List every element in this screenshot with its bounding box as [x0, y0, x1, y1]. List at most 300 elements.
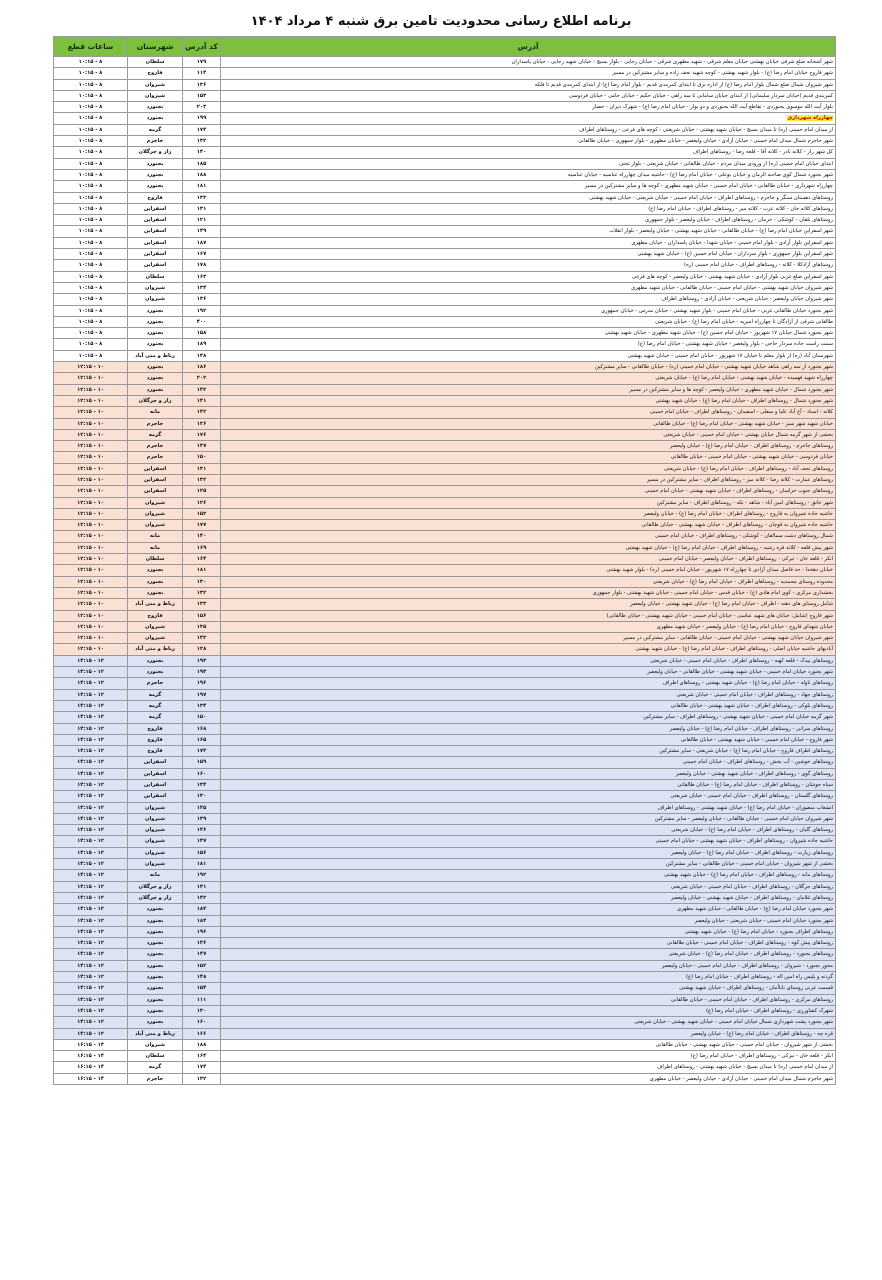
cell-address: حاشیه جاده شیروان - روستاهای اطراف - خیابان شهید بهشتی - خیابان امام خمینی [221, 836, 836, 847]
cell-city: فاروج [128, 723, 183, 734]
cell-code: ۱۸۵ [183, 158, 221, 169]
cell-code: ۱۸۸ [183, 1039, 221, 1050]
cell-address: شهر اسفراین بلوار آزادی - بلوار امام خمینی - خیابان شهدا - خیابان پاسداران - خیابان مطهری [221, 237, 836, 248]
cell-code: ۱۴۸ [183, 972, 221, 983]
cell-address: روستاهای جرگلان - روستاهای اطراف - خیابان امام خمینی - خیابان شریعتی [221, 881, 836, 892]
table-row [54, 689, 836, 700]
cell-city: مانه [128, 542, 183, 553]
cell-city: جاجرم [128, 136, 183, 147]
cell-city: فاروج [128, 610, 183, 621]
table-row [54, 226, 836, 237]
cell-time: ۸ - ۱۰:۱۵ [54, 147, 128, 158]
cell-city: بجنورد [128, 181, 183, 192]
table-row [54, 565, 836, 576]
cell-code: ۱۹۶ [183, 926, 221, 937]
cell-address: شامل روستای های دهنه - اطراف - خیابان امام رضا (ع) - خیابان شهید بهشتی - خیابان ولیعصر [221, 599, 836, 610]
cell-city: رباط و منی آباد [128, 599, 183, 610]
table-row [54, 181, 836, 192]
cell-time: ۱۲ - ۱۴:۱۵ [54, 1005, 128, 1016]
cell-address: چهارراه شهرداری - خیابان طالقانی - خیابان امام خمینی - خیابان شهید مطهری - کوچه ها و سایر مشترکین در مسیر [221, 181, 836, 192]
cell-address: روستاهای گلستان - روستاهای اطراف - خیابان امام خمینی - خیابان شریعتی [221, 791, 836, 802]
cell-city: بجنورد [128, 994, 183, 1005]
table-row [54, 1005, 836, 1016]
cell-address: روستاهای سرانی - روستاهای اطراف - خیابان امام رضا (ع) - خیابان ولیعصر [221, 723, 836, 734]
cell-address: شهر اسفراین خیابان امام رضا (ع) - خیابان طالقانی - خیابان شهید بهشتی - خیابان ولیعصر - بلوار انقلاب [221, 226, 836, 237]
cell-time: ۱۰ - ۱۲:۱۵ [54, 599, 128, 610]
cell-code: ۱۵۹ [183, 757, 221, 768]
cell-time: ۱۴ - ۱۶:۱۵ [54, 1051, 128, 1062]
cell-code: ۱۵۲ [183, 960, 221, 971]
cell-code: ۱۶۸ [183, 723, 221, 734]
cell-code: ۱۶۳ [183, 271, 221, 282]
table-row [54, 915, 836, 926]
cell-address: خیابان شهید شهر سبز - خیابان شهید بهشتی - خیابان امام رضا (ع) - خیابان طالقانی [221, 418, 836, 429]
cell-city: گرمه [128, 1062, 183, 1073]
table-row [54, 655, 836, 666]
cell-city: جاجرم [128, 678, 183, 689]
cell-city: بجنورد [128, 938, 183, 949]
table-row [54, 373, 836, 384]
cell-city: راز و جرگلان [128, 395, 183, 406]
cell-city: اسفراین [128, 474, 183, 485]
cell-code: ۱۴۹ [183, 226, 221, 237]
cell-code: ۱۳۶ [183, 294, 221, 305]
cell-city: اسفراین [128, 486, 183, 497]
table-row [54, 429, 836, 440]
table-row [54, 249, 836, 260]
header-time: ساعات قطع [54, 37, 128, 57]
table-row [54, 407, 836, 418]
table-row [54, 452, 836, 463]
cell-address: شهر بجنورد خیابان امام خمینی - خیابان شهید بهشتی - خیابان طالقانی - خیابان ولیعصر [221, 667, 836, 678]
cell-address: روستاهای مرکزی - روستاهای اطراف - خیابان امام خمینی - خیابان طالقانی [221, 994, 836, 1005]
cell-code: ۱۶۴ [183, 1051, 221, 1062]
table-row [54, 260, 836, 271]
cell-time: ۸ - ۱۰:۱۵ [54, 328, 128, 339]
cell-address: روستاهای خوشین - آب بخش - روستاهای اطراف - خیابان امام خمینی [221, 757, 836, 768]
cell-time: ۸ - ۱۰:۱۵ [54, 294, 128, 305]
table-row [54, 508, 836, 519]
cell-code: ۱۶۹ [183, 542, 221, 553]
cell-city: مانه [128, 531, 183, 542]
cell-code: ۱۴۶ [183, 938, 221, 949]
cell-code: ۱۲۱ [183, 215, 221, 226]
cell-time: ۱۰ - ۱۲:۱۵ [54, 587, 128, 598]
cell-time: ۱۰ - ۱۲:۱۵ [54, 520, 128, 531]
cell-address: روستاهای زیارت - روستاهای اطراف - خیابان امام رضا (ع) - خیابان ولیعصر [221, 847, 836, 858]
cell-time: ۱۰ - ۱۲:۱۵ [54, 644, 128, 655]
cell-code: ۱۹۲ [183, 870, 221, 881]
cell-address: انکر - قلعه خان - تیرکی - روستاهای اطراف - خیابان امام رضا (ع) [221, 1051, 836, 1062]
cell-code: ۱۳۳ [183, 599, 221, 610]
cell-city: اسفراین [128, 757, 183, 768]
cell-city: راز و جرگلان [128, 881, 183, 892]
cell-code: ۱۹۴ [183, 667, 221, 678]
table-row [54, 757, 836, 768]
header-city: شهرستان [128, 37, 183, 57]
cell-code: ۱۵۴ [183, 983, 221, 994]
table-row [54, 791, 836, 802]
table-row [54, 68, 836, 79]
cell-code: ۱۴۱ [183, 881, 221, 892]
cell-time: ۱۲ - ۱۴:۱۵ [54, 746, 128, 757]
cell-address: شهرک کشاورزی - روستاهای اطراف - خیابان امام رضا (ع) [221, 1005, 836, 1016]
cell-code: ۲۰۲ [183, 373, 221, 384]
cell-code: ۱۵۸ [183, 328, 221, 339]
cell-time: ۸ - ۱۰:۱۵ [54, 249, 128, 260]
cell-time: ۱۰ - ۱۲:۱۵ [54, 463, 128, 474]
cell-code: ۱۵۳ [183, 90, 221, 101]
cell-time: ۱۰ - ۱۲:۱۵ [54, 554, 128, 565]
cell-code: ۱۴۸ [183, 350, 221, 361]
cell-code: ۱۴۷ [183, 836, 221, 847]
table-row [54, 633, 836, 644]
cell-time: ۸ - ۱۰:۱۵ [54, 57, 128, 68]
cell-city: بجنورد [128, 972, 183, 983]
cell-address: انکر - قلعه خان - تیرکی - روستاهای اطراف - خیابان ولیعصر - خیابان امام خمینی [221, 554, 836, 565]
page-title: برنامه اطلاع رسانی محدودیت تامین برق شنبه ۴ مرداد ۱۴۰۴ [250, 14, 632, 29]
cell-time: ۱۴ - ۱۶:۱۵ [54, 1073, 128, 1084]
cell-city: فاروج [128, 734, 183, 745]
cell-city: بجنورد [128, 384, 183, 395]
cell-address: آبادیهای حاشیه خیابان اصلی - روستاهای اطراف - خیابان امام رضا (ع) - خیابان شهید بهشتی [221, 644, 836, 655]
table-row [54, 1039, 836, 1050]
cell-code: ۱۸۱ [183, 565, 221, 576]
table-row [54, 282, 836, 293]
cell-address: سمت راست جاده سردار حاجی - بلوار ولیعصر - خیابان شهید بهشتی - خیابان امام رضا (ع) [221, 339, 836, 350]
table-row [54, 1017, 836, 1028]
table-row [54, 328, 836, 339]
cell-address: روستاهای گلیان - روستاهای اطراف - خیابان امام رضا (ع) - خیابان شریعتی [221, 825, 836, 836]
cell-time: ۱۲ - ۱۴:۱۵ [54, 734, 128, 745]
cell-address: روستاهای جهاد - روستاهای اطراف - خیابان امام خمینی - خیابان شریعتی [221, 689, 836, 700]
cell-code: ۱۴۲ [183, 384, 221, 395]
cell-code: ۱۳۳ [183, 192, 221, 203]
cell-city: شیروان [128, 508, 183, 519]
cell-address: بخشی از شهر شیروان - خیابان امام خمینی - خیابان شهید بهشتی - خیابان طالقانی [221, 1039, 836, 1050]
cell-address: شهر بجنورد پشت شهرداری شمال خیابان امام خمینی - خیابان شهید بهشتی - خیابان شریعتی [221, 1017, 836, 1028]
cell-time: ۸ - ۱۰:۱۵ [54, 237, 128, 248]
table-row [54, 621, 836, 632]
cell-city: رباط و منی آباد [128, 1028, 183, 1039]
cell-code: ۱۳۱ [183, 203, 221, 214]
table-row [54, 362, 836, 373]
cell-city: بجنورد [128, 655, 183, 666]
cell-time: ۸ - ۱۰:۱۵ [54, 215, 128, 226]
cell-code: ۱۴۷ [183, 949, 221, 960]
cell-city: بجنورد [128, 328, 183, 339]
cell-address: روستاهای دهستان سنگر و جاجرم - روستاهای اطراف - خیابان امام خمینی - خیابان شریعتی - خیابان شهید بهشتی [221, 192, 836, 203]
cell-code: ۱۸۱ [183, 859, 221, 870]
cell-address: روستاهای اطراف فاروج - خیابان امام رضا (ع) - خیابان شریعتی - سایر مشترکین [221, 746, 836, 757]
cell-time: ۸ - ۱۰:۱۵ [54, 181, 128, 192]
cell-time: ۱۰ - ۱۲:۱۵ [54, 576, 128, 587]
table-row [54, 938, 836, 949]
cell-time: ۸ - ۱۰:۱۵ [54, 113, 128, 124]
cell-time: ۱۰ - ۱۲:۱۵ [54, 362, 128, 373]
cell-time: ۱۲ - ۱۴:۱۵ [54, 1017, 128, 1028]
cell-time: ۱۰ - ۱۲:۱۵ [54, 486, 128, 497]
cell-address: روستاهای عمارت - کلاته رضا - کلاته میر - روستاهای اطراف - سایر مشترکین در مسیر [221, 474, 836, 485]
cell-address: روستاهای بلقان - کوشکی - خرمان - روستاهای اطراف - خیابان ولیعصر - بلوار جمهوری [221, 215, 836, 226]
cell-time: ۱۲ - ۱۴:۱۵ [54, 915, 128, 926]
cell-code: ۱۵۰ [183, 452, 221, 463]
cell-address: شهر فاروج - خیابان امام خمینی - خیابان شهید بهشتی - خیابان طالقانی [221, 734, 836, 745]
cell-address: شهر آشخانه ضلع شرقی خیابان بهشتی خیابان معلم شرقی - شهید مطهری شرقی - خیابان رجایی - بلوار بسیج - خیابان شهید رجایی - خیابان یاسداران [221, 57, 836, 68]
cell-time: ۸ - ۱۰:۱۵ [54, 316, 128, 327]
table-row [54, 418, 836, 429]
table-row [54, 147, 836, 158]
cell-time: ۱۰ - ۱۲:۱۵ [54, 497, 128, 508]
table-row [54, 339, 836, 350]
table-row [54, 734, 836, 745]
cell-city: اسفراین [128, 249, 183, 260]
cell-time: ۱۲ - ۱۴:۱۵ [54, 712, 128, 723]
table-row [54, 949, 836, 960]
cell-time: ۱۰ - ۱۲:۱۵ [54, 373, 128, 384]
table-row [54, 531, 836, 542]
cell-time: ۱۲ - ۱۴:۱۵ [54, 994, 128, 1005]
cell-city: اسفراین [128, 237, 183, 248]
cell-city: شیروان [128, 79, 183, 90]
cell-city: شیروان [128, 90, 183, 101]
cell-address: شهر اسفراین بلوار جمهوری - بلوار سرداران - خیابان امام حسین (ع) - خیابان شهید بهشتی [221, 249, 836, 260]
cell-city: بجنورد [128, 1005, 183, 1016]
table-row [54, 497, 836, 508]
cell-address: خیابان دهخدا - حد فاصل میدان آزادی تا چهارراه ۱۷ شهریور - خیابان امام خمینی (ره) - بلوار شهید بهشتی [221, 565, 836, 576]
cell-time: ۱۲ - ۱۴:۱۵ [54, 926, 128, 937]
cell-address: حاشیه جاده شیروان به قوچان - روستاهای اطراف - خیابان شهید بهشتی - خیابان طالقانی [221, 520, 836, 531]
cell-city: راز و جرگلان [128, 892, 183, 903]
cell-time: ۱۲ - ۱۴:۱۵ [54, 847, 128, 858]
cell-city: بجنورد [128, 667, 183, 678]
cell-code: ۱۳۴ [183, 700, 221, 711]
cell-code: ۱۸۶ [183, 362, 221, 373]
cell-code: ۱۶۷ [183, 249, 221, 260]
cell-code: ۱۳۵ [183, 621, 221, 632]
table-row [54, 136, 836, 147]
table-body [54, 57, 836, 1085]
cell-address: شهر جاجرم شمال میدان امام خمینی - خیابان آزادی - خیابان ولیعصر - خیابان مطهری [221, 1073, 836, 1084]
cell-address: شهر بجنورد از سه راهی شاهد خیابان شهید بهشتی - خیابان امام خمینی (ره) - خیابان طالقانی - سایر مشترکین [221, 362, 836, 373]
table-row [54, 960, 836, 971]
cell-address: شهر فاروج خیابان امام رضا (ع) - بلوار شهید بهشتی - کوچه شهید نجف زاده و سایر مشترکین در مسیر [221, 68, 836, 79]
table-row [54, 983, 836, 994]
cell-address: شهر بجنورد خیابان طالقانی غربی - خیابان امام خمینی - بلوار شهید بهشتی - خیابان مدرس - خیابان جمهوری [221, 305, 836, 316]
cell-address: شهر بجنورد خیابان امام رضا (ع) - خیابان طالقانی - خیابان شهید مطهری [221, 904, 836, 915]
cell-time: ۱۴ - ۱۶:۱۵ [54, 1062, 128, 1073]
cell-code: ۱۲۶ [183, 497, 221, 508]
cell-code: ۱۵۰ [183, 712, 221, 723]
table-row [54, 542, 836, 553]
cell-address: خیابان فردوسی - خیابان شهید بهشتی - خیابان امام خمینی - خیابان طالقانی [221, 452, 836, 463]
table-row [54, 892, 836, 903]
header-address: آدرس [221, 37, 836, 57]
cell-city: اسفراین [128, 260, 183, 271]
cell-address: روستاهای آزادکلا - کلاته - روستاهای اطراف - خیابان امام خمینی (ره) [221, 260, 836, 271]
cell-city: اسفراین [128, 226, 183, 237]
cell-address: شهر بجنورد خیابان امام خمینی - خیابان شریعتی - خیابان ولیعصر [221, 915, 836, 926]
cell-time: ۱۲ - ۱۴:۱۵ [54, 1028, 128, 1039]
cell-time: ۱۲ - ۱۴:۱۵ [54, 881, 128, 892]
cell-address: روستاهای اطراف بجنورد - خیابان امام رضا (ع) - خیابان شهید بهشتی [221, 926, 836, 937]
cell-address: شهر شیروان خیابان شهید بهشتی - خیابان امام خمینی - خیابان طالقانی - خیابان شهید مطهری [221, 282, 836, 293]
cell-time: ۱۲ - ۱۴:۱۵ [54, 892, 128, 903]
cell-address: شهر شیروان شمال ضلع شمال بلوار امام رضا (ع) از اداره برق تا ابتدای کمربندی قدیم - بلوار امام رضا (ع) از ابتدای کمربندی قدیم تا فلکه [221, 79, 836, 90]
cell-code: ۱۸۴ [183, 915, 221, 926]
cell-city: شیروان [128, 1039, 183, 1050]
cell-code: ۱۳۶ [183, 418, 221, 429]
cell-city: بجنورد [128, 949, 183, 960]
cell-address: شهر خانق - روستاهای امین آباد - شاهد - تکه - روستاهای اطراف - سایر مشترکین [221, 497, 836, 508]
cell-address: شهرستان آباد (ره) از بلوار معلم تا خیابان ۱۷ شهریور - خیابان امام خمینی - خیابان شهید بهشتی [221, 350, 836, 361]
cell-code: ۱۳۲ [183, 474, 221, 485]
cell-time: ۱۲ - ۱۴:۱۵ [54, 972, 128, 983]
cell-code: ۱۶۶ [183, 1028, 221, 1039]
cell-address: روستاهای جاجرم - روستاهای اطراف - خیابان امام رضا (ع) - خیابان ولیعصر [221, 441, 836, 452]
cell-time: ۱۰ - ۱۲:۱۵ [54, 621, 128, 632]
cell-address: شهر شیروان خیابان شهید بهشتی - خیابان امام خمینی - خیابان طالقانی - سایر مشترکین در مسیر [221, 633, 836, 644]
cell-code: ۲۰۳ [183, 102, 221, 113]
cell-address: روستاهای بجنورد - روستاهای اطراف - خیابان امام رضا (ع) - خیابان شریعتی [221, 949, 836, 960]
cell-city: اسفراین [128, 780, 183, 791]
cell-address: شهر فاروج (شامل: خیابان های شهید عباسی - خیابان امام خمینی - خیابان شهید بهشتی - خیابان طالقانی) [221, 610, 836, 621]
header-code: کد آدرس [183, 37, 221, 57]
cell-code: ۱۸۱ [183, 181, 221, 192]
cell-time: ۱۰ - ۱۲:۱۵ [54, 452, 128, 463]
cell-time: ۸ - ۱۰:۱۵ [54, 203, 128, 214]
cell-time: ۱۰ - ۱۲:۱۵ [54, 429, 128, 440]
cell-city: فاروج [128, 746, 183, 757]
cell-time: ۱۲ - ۱۴:۱۵ [54, 689, 128, 700]
cell-city: بجنورد [128, 565, 183, 576]
table-row [54, 554, 836, 565]
cell-code: ۱۶۰ [183, 1017, 221, 1028]
cell-city: گرمه [128, 712, 183, 723]
cell-time: ۸ - ۱۰:۱۵ [54, 339, 128, 350]
cell-city: بجنورد [128, 926, 183, 937]
cell-address: شهر جاجرم شمال میدان امام خمینی - خیابان آزادی - خیابان ولیعصر - خیابان مطهری - بلوار جمهوری - خیابان طالقانی [221, 136, 836, 147]
cell-code: ۱۱۴ [183, 68, 221, 79]
cell-address: خیابان شهدای فاروج - خیابان امام رضا (ع) - خیابان ولیعصر - خیابان شهید مطهری [221, 621, 836, 632]
cell-time: ۸ - ۱۰:۱۵ [54, 282, 128, 293]
cell-time: ۸ - ۱۰:۱۵ [54, 124, 128, 135]
cell-address: شهر شیروان خیابان ولیعصر - خیابان شریعتی - خیابان آزادی - روستاهای اطراف [221, 294, 836, 305]
table-row [54, 124, 836, 135]
cell-time: ۱۲ - ۱۴:۱۵ [54, 723, 128, 734]
cell-city: بجنورد [128, 1017, 183, 1028]
cell-time: ۱۰ - ۱۲:۱۵ [54, 610, 128, 621]
cell-code: ۱۸۳ [183, 904, 221, 915]
cell-city: بجنورد [128, 158, 183, 169]
cell-address: شهر گرمه خیابان امام خمینی - خیابان شهید بهشتی - روستاهای اطراف - سایر مشترکین [221, 712, 836, 723]
cell-code: ۱۳۲ [183, 136, 221, 147]
cell-address: انشعاب منصوران - خیابان امام رضا (ع) - خیابان شهید بهشتی - روستاهای اطراف [221, 802, 836, 813]
cell-code: ۱۳۰ [183, 576, 221, 587]
cell-time: ۱۲ - ۱۴:۱۵ [54, 678, 128, 689]
cell-city: گرمه [128, 689, 183, 700]
cell-time: ۱۰ - ۱۲:۱۵ [54, 531, 128, 542]
cell-city: شیروان [128, 282, 183, 293]
cell-time: ۱۰ - ۱۲:۱۵ [54, 508, 128, 519]
cell-code: ۱۷۴ [183, 124, 221, 135]
table-row [54, 723, 836, 734]
table-row [54, 881, 836, 892]
cell-time: ۱۲ - ۱۴:۱۵ [54, 825, 128, 836]
table-row [54, 305, 836, 316]
cell-code: ۱۴۰ [183, 531, 221, 542]
cell-city: بجنورد [128, 587, 183, 598]
cell-city: فاروج [128, 68, 183, 79]
cell-address: چهارراه شهید فهمیده - خیابان شهید بهشتی - خیابان امام رضا (ع) - خیابان شریعتی [221, 373, 836, 384]
cell-city: اسفراین [128, 463, 183, 474]
cell-time: ۱۲ - ۱۴:۱۵ [54, 791, 128, 802]
table-row [54, 847, 836, 858]
table-row [54, 1051, 836, 1062]
cell-time: ۱۲ - ۱۴:۱۵ [54, 768, 128, 779]
cell-city: شیروان [128, 633, 183, 644]
cell-time: ۱۰ - ۱۲:۱۵ [54, 474, 128, 485]
cell-code: ۱۴۵ [183, 802, 221, 813]
cell-time: ۱۲ - ۱۴:۱۵ [54, 960, 128, 971]
cell-address: شمال روستاهای دشت سمالقان - کوشکی - روستاهای اطراف - خیابان امام خمینی [221, 531, 836, 542]
cell-time: ۸ - ۱۰:۱۵ [54, 68, 128, 79]
table-row [54, 215, 836, 226]
cell-address: شهر اسفراین ضلع غربی بلوار آزادی - خیابان شهید بهشتی - خیابان ولیعصر - کوچه های فرعی [221, 271, 836, 282]
cell-code: ۱۶۰ [183, 768, 221, 779]
cell-city: مانه [128, 407, 183, 418]
cell-code: ۱۳۰ [183, 791, 221, 802]
table-row [54, 1073, 836, 1084]
cell-city: شیروان [128, 621, 183, 632]
table-row [54, 644, 836, 655]
cell-address: روستاهای نجف آباد - روستاهای اطراف - خیابان امام رضا (ع) - خیابان شریعتی [221, 463, 836, 474]
cell-city: سلطان [128, 554, 183, 565]
cell-code: ۱۷۳ [183, 746, 221, 757]
cell-city: مانه [128, 870, 183, 881]
cell-address: شهر بجنورد شمال - روستاهای اطراف - خیابان امام رضا (ع) - خیابان شهید بهشتی [221, 395, 836, 406]
cell-code: ۱۴۲ [183, 407, 221, 418]
cell-time: ۸ - ۱۰:۱۵ [54, 158, 128, 169]
cell-address: گردنه و پلیس راه امین اله - روستاهای اطراف - خیابان امام رضا (ع) [221, 972, 836, 983]
table-row [54, 474, 836, 485]
cell-time: ۱۰ - ۱۲:۱۵ [54, 418, 128, 429]
cell-time: ۱۲ - ۱۴:۱۵ [54, 700, 128, 711]
cell-city: اسفراین [128, 768, 183, 779]
cell-city: اسفراین [128, 791, 183, 802]
cell-time: ۱۲ - ۱۴:۱۵ [54, 757, 128, 768]
table-row [54, 859, 836, 870]
cell-code: ۱۷۹ [183, 57, 221, 68]
cell-address: کمربندی قدیم (خیابان سردار سلیمانی) از ابتدای خیابان سامانی تا سه راهی - خیابان حکیم - خیابان جامی - خیابان فردوسی [221, 90, 836, 101]
cell-city: جاجرم [128, 1073, 183, 1084]
cell-city: شیروان [128, 520, 183, 531]
cell-code: ۱۹۶ [183, 678, 221, 689]
cell-address: بخشی از شهر گرمه شمال خیابان بهشتی - خیابان امام خمینی - خیابان شریعتی [221, 429, 836, 440]
cell-code: ۱۳۷ [183, 441, 221, 452]
cell-code: ۱۸۸ [183, 169, 221, 180]
cell-time: ۱۰ - ۱۲:۱۵ [54, 384, 128, 395]
cell-city: سلطان [128, 1051, 183, 1062]
table-row [54, 746, 836, 757]
table-row [54, 203, 836, 214]
cell-city: فاروج [128, 192, 183, 203]
table-row [54, 576, 836, 587]
cell-code: ۱۳۰ [183, 1005, 221, 1016]
cell-code: ۱۸۹ [183, 339, 221, 350]
cell-city: بجنورد [128, 316, 183, 327]
cell-code: ۱۸۷ [183, 237, 221, 248]
